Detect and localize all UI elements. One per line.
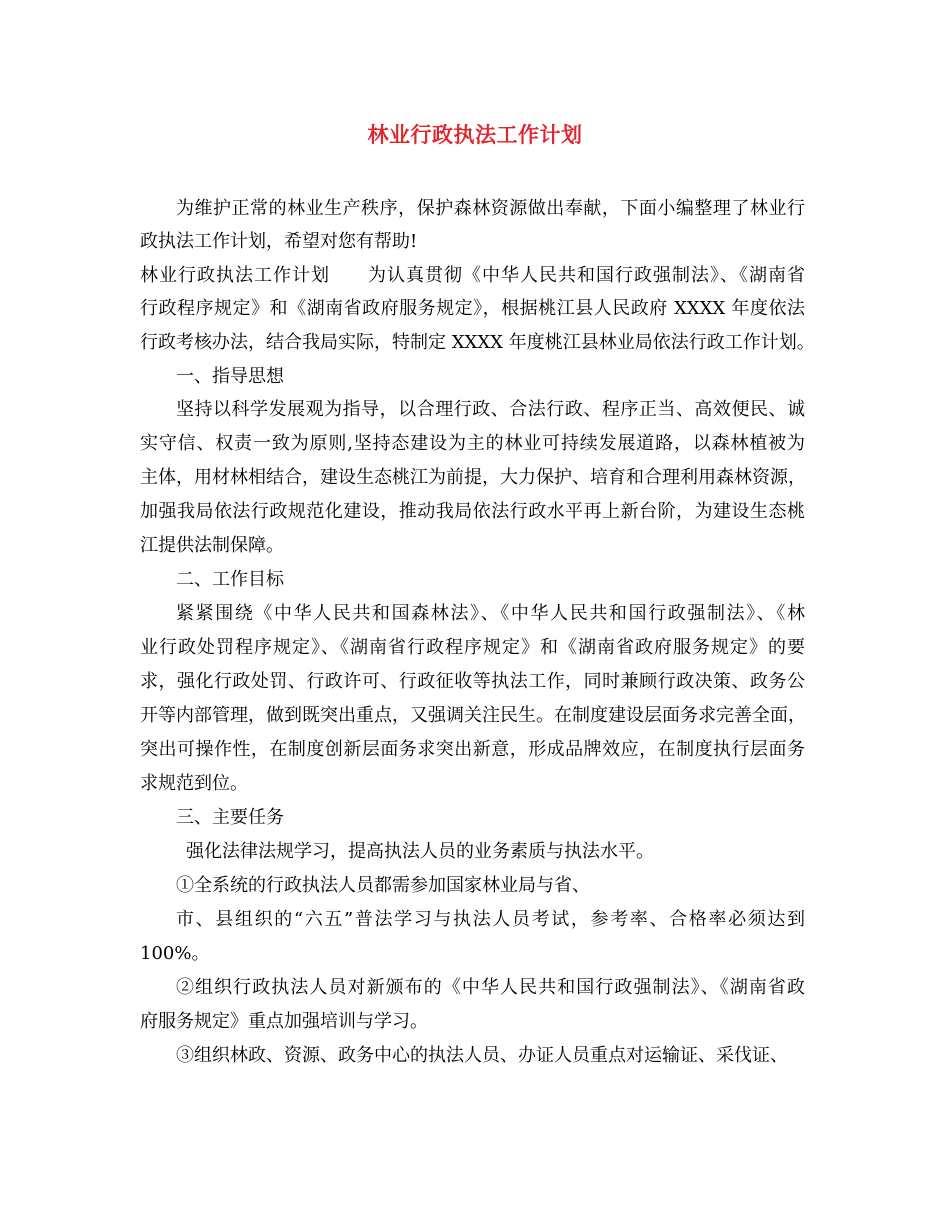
body-line: 紧紧围绕《中华人民共和国森林法》、《中华人民共和国行政强制法》、《林	[176, 603, 805, 624]
body-line: 主体，用材林相结合，建设生态桃江为前提，大力保护、培育和合理利用森林资源，	[140, 467, 806, 488]
body-line: 行政考核办法，结合我局实际，特制定 XXXX 年度桃江县林业局依法行政工作计划。	[140, 332, 815, 353]
body-line: ②组织行政执法人员对新颁布的《中华人民共和国行政强制法》、《湖南省政	[176, 977, 805, 998]
body-line: 市、县组织的“六五”普法学习与执法人员考试，参考率、合格率必须达到	[176, 909, 805, 930]
body-line: 三、主要任务	[176, 807, 284, 828]
body-line: 为维护正常的林业生产秩序，保护森林资源做出奉献，下面小编整理了林业行	[176, 198, 805, 219]
body-line: 100%。	[140, 943, 210, 964]
body-line: 一、指导思想	[176, 366, 284, 387]
body-line: 强化法律法规学习，提高执法人员的业务素质与执法水平。	[186, 841, 654, 862]
body-line: 加强我局依法行政规范化建设，推动我局依法行政水平再上新台阶，为建设生态桃	[140, 501, 805, 522]
body-line: 政执法工作计划，希望对您有帮助!	[140, 231, 418, 252]
body-line: 府服务规定》重点加强培训与学习。	[140, 1011, 428, 1032]
body-line: 开等内部管理，做到既突出重点，又强调关注民生。在制度建设层面务求完善全面，	[140, 705, 806, 726]
document-title: 林业行政执法工作计划	[367, 122, 583, 147]
body-line: 二、工作目标	[176, 569, 284, 590]
body-line: 求，强化行政处罚、行政许可、行政征收等执法工作，同时兼顾行政决策、政务公	[140, 671, 805, 692]
body-line: 林业行政执法工作计划 为认真贯彻《中华人民共和国行政强制法》、《湖南省	[140, 265, 805, 286]
body-line: ①全系统的行政执法人员都需参加国家林业局与省、	[176, 875, 590, 896]
body-line: 江提供法制保障。	[140, 535, 284, 556]
body-line: ③组织林政、资源、政务中心的执法人员、办证人员重点对运输证、采伐证、	[176, 1045, 788, 1066]
body-line: 坚持以科学发展观为指导，以合理行政、合法行政、程序正当、高效便民、诚	[176, 399, 805, 420]
body-line: 行政程序规定》和《湖南省政府服务规定》，根据桃江县人民政府 XXXX 年度依法	[140, 298, 805, 319]
body-line: 实守信、权责一致为原则,坚持态建设为主的林业可持续发展道路，以森林植被为	[140, 433, 805, 454]
body-line: 业行政处罚程序规定》、《湖南省行政程序规定》和《湖南省政府服务规定》的要	[140, 637, 805, 658]
body-line: 求规范到位。	[140, 773, 248, 794]
body-line: 突出可操作性，在制度创新层面务求突出新意，形成品牌效应，在制度执行层面务	[140, 739, 805, 760]
